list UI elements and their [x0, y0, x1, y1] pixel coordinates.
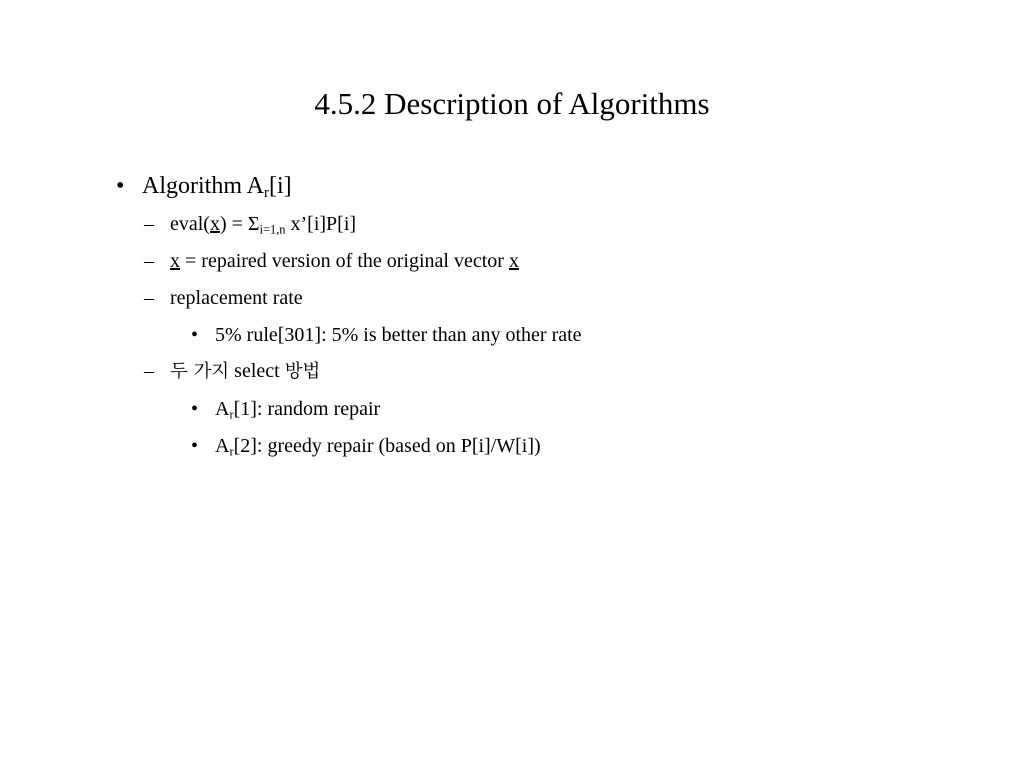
subsubitem-greedy-repair-text: $A_r[2]$: greedy repair (based on P[i]/W[i]): [215, 435, 541, 459]
subsubitem-five-percent-rule: [191, 322, 582, 348]
subitem-replacement-rate: [144, 285, 303, 311]
subitem-eval: [144, 211, 356, 237]
subsubitem-five-percent-rule-text: 5% rule[301]: 5% is better than any other rate: [215, 324, 582, 346]
subitem-select-methods-text: 두 가지 select 방법: [170, 360, 321, 382]
dash-marker: –: [144, 360, 154, 382]
dash-marker: –: [144, 250, 154, 272]
subsubitem-random-repair-text: $A_r[1]$: random repair: [215, 398, 381, 422]
bullet-algorithm: [116, 171, 292, 201]
subitem-replacement-rate-text: replacement rate: [170, 287, 303, 309]
dash-marker: –: [144, 287, 154, 309]
subsubitem-greedy-repair: [191, 433, 541, 459]
subitem-repaired: [144, 248, 519, 274]
bullet-marker: •: [116, 173, 125, 199]
subitem-select-methods: [144, 358, 320, 385]
slide-title: 4.5.2 Description of Algorithms: [314, 86, 710, 121]
subsubitem-random-repair: [191, 396, 380, 422]
bullet-marker: •: [191, 324, 199, 346]
dash-marker: –: [144, 213, 154, 235]
subitem-eval-text: eval(x) = $\Sigma_{i=1,n}$ x’[i]P[i]: [170, 213, 357, 237]
bullet-algorithm-text: Algorithm $A_r[i]$: [142, 173, 292, 202]
bullet-marker: •: [191, 435, 199, 457]
bullet-marker: •: [191, 398, 199, 420]
subitem-repaired-text: x = repaired version of the original vector x: [170, 250, 519, 272]
